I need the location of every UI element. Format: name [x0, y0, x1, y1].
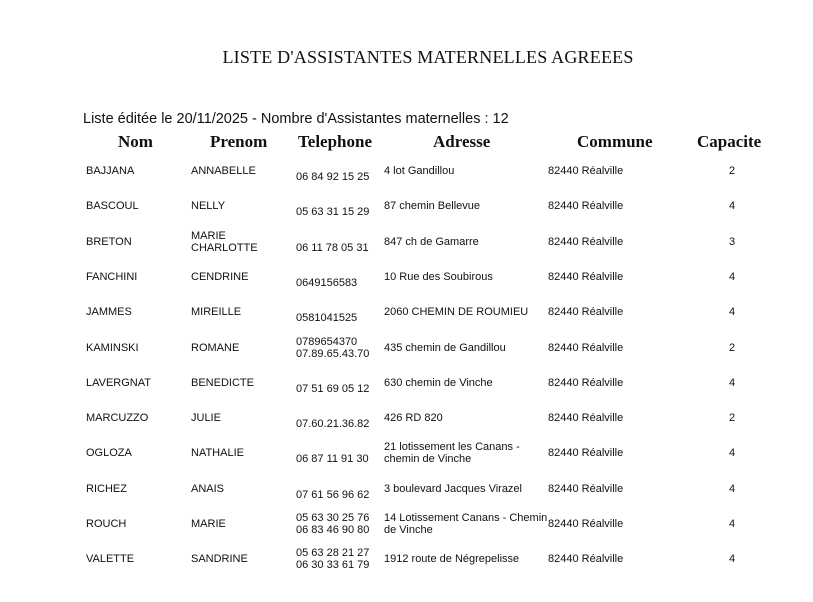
- cell-prenom: [191, 553, 291, 565]
- prenom-line: SANDRINE: [191, 553, 248, 566]
- table-row: [0, 295, 813, 330]
- cell-capacite: 2: [728, 341, 736, 354]
- cell-prenom: [191, 165, 291, 177]
- telephone-line: 07.89.65.43.70: [296, 347, 370, 360]
- cell-commune: 82440 Réalville: [548, 306, 624, 319]
- cell-adresse: [384, 165, 549, 177]
- cell-nom: MARCUZZO: [86, 412, 149, 425]
- header-capacite: Capacite: [697, 132, 762, 151]
- cell-telephone: [296, 171, 386, 183]
- prenom-line: ANNABELLE: [191, 165, 256, 177]
- cell-commune: 82440 Réalville: [548, 270, 624, 283]
- cell-capacite: 4: [728, 553, 736, 566]
- cell-commune: 82440 Réalville: [548, 341, 624, 354]
- header-telephone: Telephone: [298, 132, 373, 151]
- cell-capacite: 2: [728, 165, 736, 177]
- cell-prenom: [191, 483, 291, 495]
- adresse-text: 426 RD 820: [384, 412, 443, 425]
- prenom-line: MARIE: [191, 229, 226, 242]
- cell-nom: JAMMES: [86, 306, 132, 319]
- adresse-text: 630 chemin de Vinche: [384, 376, 493, 389]
- table-row: [0, 401, 813, 436]
- prenom-line: JULIE: [191, 412, 221, 425]
- telephone-line: 05 63 31 15 29: [296, 206, 370, 219]
- cell-capacite: 4: [728, 270, 736, 283]
- prenom-line: NELLY: [191, 200, 226, 213]
- cell-prenom: [191, 377, 291, 389]
- cell-prenom: [191, 518, 291, 530]
- cell-adresse: [384, 377, 549, 389]
- adresse-text: 2060 CHEMIN DE ROUMIEU: [384, 306, 529, 319]
- cell-capacite: 4: [728, 482, 736, 495]
- header-adresse: Adresse: [433, 132, 491, 151]
- cell-telephone: [296, 418, 386, 430]
- telephone-line: 06 87 11 91 30: [296, 453, 369, 466]
- cell-telephone: [296, 336, 386, 360]
- cell-adresse: [384, 236, 549, 248]
- table-row: [0, 436, 813, 471]
- adresse-text: 21 lotissement les Canans - chemin de Vinche: [384, 441, 520, 466]
- cell-prenom: [191, 200, 291, 212]
- cell-nom: KAMINSKI: [86, 341, 139, 354]
- cell-telephone: [296, 453, 386, 465]
- table-row: [0, 331, 813, 366]
- adresse-text: 14 Lotissement Canans - Chemin de Vinche: [384, 512, 548, 536]
- cell-prenom: [191, 230, 291, 254]
- cell-prenom: [191, 342, 291, 354]
- prenom-line: ANAIS: [191, 482, 225, 495]
- telephone-line: 06 11 78 05 31: [296, 241, 369, 254]
- cell-adresse: [384, 512, 549, 536]
- prenom-line: NATHALIE: [191, 447, 244, 460]
- cell-telephone: [296, 206, 386, 218]
- cell-adresse: [384, 483, 549, 495]
- cell-adresse: [384, 306, 549, 318]
- adresse-text: 3 boulevard Jacques Virazel: [384, 482, 522, 495]
- table-row: [0, 507, 813, 542]
- prenom-line: CENDRINE: [191, 270, 249, 283]
- cell-telephone: [296, 312, 386, 324]
- cell-nom: FANCHINI: [86, 270, 138, 283]
- cell-commune: 82440 Réalville: [548, 200, 624, 213]
- prenom-line: CHARLOTTE: [191, 241, 258, 254]
- cell-capacite: 3: [728, 235, 736, 248]
- cell-prenom: [191, 412, 291, 424]
- telephone-line: 06 83 46 90 80: [296, 524, 370, 536]
- list-subtitle: Liste éditée le 20/11/2025 - Nombre d'Assistantes maternelles : 12: [83, 111, 509, 127]
- cell-adresse: [384, 441, 549, 465]
- cell-telephone: [296, 277, 386, 289]
- cell-telephone: [296, 547, 386, 571]
- cell-telephone: [296, 489, 386, 501]
- cell-nom: BAJJANA: [86, 165, 135, 177]
- cell-prenom: [191, 447, 291, 459]
- table-row: [0, 472, 813, 507]
- cell-commune: 82440 Réalville: [548, 447, 624, 460]
- cell-telephone: [296, 383, 386, 395]
- adresse-text: 1912 route de Négrepelisse: [384, 553, 520, 566]
- prenom-line: MARIE: [191, 518, 226, 530]
- cell-nom: RICHEZ: [86, 482, 127, 495]
- cell-capacite: 4: [728, 306, 736, 319]
- cell-commune: 82440 Réalville: [548, 235, 624, 248]
- telephone-line: 06 84 92 15 25: [296, 171, 370, 183]
- cell-capacite: 4: [728, 447, 736, 460]
- cell-adresse: [384, 200, 549, 212]
- prenom-line: BENEDICTE: [191, 376, 254, 389]
- table-row: [0, 225, 813, 260]
- adresse-text: 4 lot Gandillou: [384, 165, 455, 177]
- cell-adresse: [384, 553, 549, 565]
- telephone-line: 05 63 30 25 76: [296, 512, 370, 524]
- cell-telephone: [296, 242, 386, 254]
- telephone-line: 07 51 69 05 12: [296, 382, 370, 395]
- page-title: LISTE D'ASSISTANTES MATERNELLES AGREEES: [222, 47, 634, 67]
- cell-commune: 82440 Réalville: [548, 482, 624, 495]
- telephone-line: 05 63 28 21 27: [296, 547, 370, 560]
- table-row: [0, 366, 813, 401]
- telephone-line: 0581041525: [296, 312, 358, 325]
- prenom-line: ROMANE: [191, 341, 240, 354]
- cell-commune: 82440 Réalville: [548, 165, 624, 177]
- cell-nom: VALETTE: [86, 553, 135, 566]
- cell-capacite: 2: [728, 412, 736, 425]
- cell-adresse: [384, 342, 549, 354]
- header-prenom: Prenom: [210, 132, 268, 151]
- cell-adresse: [384, 412, 549, 424]
- telephone-line: 0649156583: [296, 276, 358, 289]
- cell-capacite: 4: [728, 200, 736, 213]
- cell-commune: 82440 Réalville: [548, 376, 624, 389]
- cell-prenom: [191, 271, 291, 283]
- cell-nom: BASCOUL: [86, 200, 139, 213]
- cell-commune: 82440 Réalville: [548, 518, 624, 530]
- cell-capacite: 4: [728, 518, 736, 530]
- cell-capacite: 4: [728, 376, 736, 389]
- telephone-line: 0789654370: [296, 335, 358, 348]
- header-nom: Nom: [118, 132, 153, 151]
- cell-nom: BRETON: [86, 235, 132, 248]
- cell-adresse: [384, 271, 549, 283]
- cell-commune: 82440 Réalville: [548, 553, 624, 566]
- cell-nom: ROUCH: [86, 518, 127, 530]
- cell-telephone: [296, 512, 386, 536]
- adresse-text: 87 chemin Bellevue: [384, 200, 481, 213]
- telephone-line: 06 30 33 61 79: [296, 559, 370, 572]
- cell-nom: OGLOZA: [86, 447, 132, 460]
- cell-prenom: [191, 306, 291, 318]
- telephone-line: 07 61 56 96 62: [296, 488, 370, 501]
- adresse-text: 10 Rue des Soubirous: [384, 270, 493, 283]
- cell-nom: LAVERGNAT: [86, 376, 151, 389]
- table-row: [0, 542, 813, 577]
- adresse-text: 435 chemin de Gandillou: [384, 341, 506, 354]
- cell-commune: 82440 Réalville: [548, 412, 624, 425]
- prenom-line: MIREILLE: [191, 306, 242, 319]
- telephone-line: 07.60.21.36.82: [296, 418, 370, 431]
- table-row: [0, 154, 813, 189]
- table-row: [0, 260, 813, 295]
- header-commune: Commune: [577, 132, 653, 151]
- table-row: [0, 189, 813, 224]
- adresse-text: 847 ch de Gamarre: [384, 235, 479, 248]
